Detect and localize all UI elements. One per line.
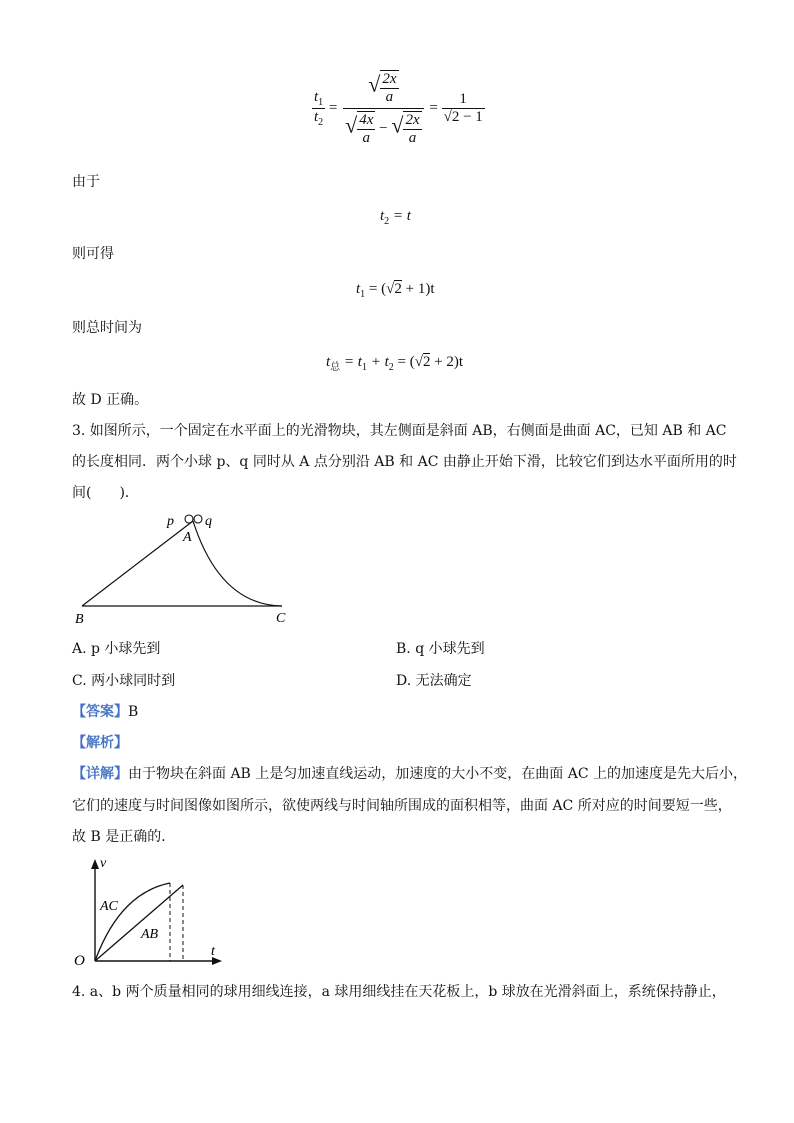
question4-line1: 4. a、b 两个质量相同的球用细线连接，a 球用细线挂在天花板上，b 球放在光滑斜面上，系统保持静止， (72, 984, 726, 1000)
t1-lhs: t (356, 281, 361, 297)
text-zongshijian: 则总时间为 (72, 320, 142, 336)
mid-den-a-den: a (362, 130, 371, 146)
mid-den-b: 2x (405, 112, 420, 128)
answer-value: B (128, 704, 139, 720)
lhs-den: t (314, 109, 319, 125)
ball-q (194, 515, 202, 523)
incline-ab (82, 521, 193, 606)
v-axis-arrow (91, 859, 99, 869)
rhs-den-root: 2 (451, 109, 460, 125)
question3-line3: 间( )． (72, 485, 139, 501)
mid-den-b-den: a (408, 130, 417, 146)
total-lhs: t (326, 354, 331, 370)
answer-line (72, 702, 138, 722)
analysis-label (72, 733, 128, 753)
ball-p (185, 515, 193, 523)
mid-num: 2x (382, 71, 397, 87)
label-c: C (276, 611, 286, 626)
label-p: p (167, 514, 174, 529)
total-sub2: 2 (388, 362, 394, 373)
t1-root: 2 (394, 281, 402, 297)
label-ac: AC (100, 899, 118, 914)
option-c: C. 两小球同时到 (72, 673, 176, 689)
equals-sign-2: = (429, 99, 438, 116)
lhs-den-sub: 2 (318, 117, 324, 128)
answer-label: 【答案】 (72, 704, 128, 720)
total-mid1: = t (340, 354, 362, 370)
lhs-fraction (312, 89, 325, 128)
minus-sign: − (379, 120, 388, 137)
mid-den-a: 4x (359, 112, 374, 128)
rhs-num: 1 (442, 91, 485, 109)
detail-line1-text: 由于物块在斜面 AB 上是匀加速直线运动，加速度的大小不变，在曲面 AC 上的加速度是先大后小， (128, 766, 748, 782)
text-gu-d: 故 D 正确。 (72, 392, 149, 408)
total-root: 2 (422, 354, 431, 370)
t1-sub: 1 (360, 289, 366, 300)
analysis-label-text: 【解析】 (72, 735, 128, 751)
lhs-num-sub: 1 (318, 97, 324, 108)
option-b: B. q 小球先到 (396, 641, 485, 657)
equation-t2 (380, 208, 411, 227)
t1-mid: = ( (365, 281, 387, 297)
label-o: O (74, 953, 85, 969)
text-youyu: 由于 (72, 174, 100, 190)
option-d: D. 无法确定 (396, 673, 472, 689)
detail-label: 【详解】 (72, 766, 128, 782)
label-q: q (205, 514, 212, 529)
rhs-den-tail: − 1 (459, 109, 483, 125)
detail-line2: 它们的速度与时间图像如图所示，欲使两线与时间轴所围成的面积相等，曲面 AC 所对应的时间要短一些， (72, 798, 732, 814)
lhs-num: t (314, 89, 319, 105)
t1-rhs: + 1)t (401, 281, 435, 297)
label-v: v (100, 856, 107, 871)
top-equation (312, 70, 485, 147)
total-sub: 总 (330, 362, 341, 373)
question3-line1: 3. 如图所示，一个固定在水平面上的光滑物块，其左侧面是斜面 AB，右侧面是曲面 AC，已知 AB 和 AC (72, 423, 727, 439)
mid-num-den: a (385, 89, 394, 105)
t2-rhs: = t (389, 208, 411, 224)
total-rhs: + 2)t (430, 354, 464, 370)
equation-t1: $t_1 = (√2 + 1)t$ (356, 281, 435, 300)
question3-line2: 的长度相同．两个小球 p、q 同时从 A 点分别沿 AB 和 AC 由静止开始下滑，比较它们到达水平面所用的时 (72, 454, 737, 470)
equals-sign: = (328, 99, 338, 116)
detail-line1 (72, 764, 747, 784)
text-zekede: 则可得 (72, 246, 114, 262)
label-b: B (75, 612, 84, 627)
rhs-fraction: $\frac{1}{√2 - 1}$ (443, 91, 483, 125)
detail-line3: 故 B 是正确的． (72, 829, 176, 845)
total-mid3: = ( (393, 354, 415, 370)
t2-lhs: t (380, 208, 385, 224)
t2-sub: 2 (384, 216, 390, 227)
label-t: t (211, 944, 215, 959)
vt-graph (70, 853, 230, 970)
curve-ac-line (95, 883, 170, 961)
label-a: A (183, 530, 192, 545)
middle-fraction: √ $\frac{2x}{a}$ √ $\frac{4x}{a}$ − √ $\frac{2x}{a}$ (343, 70, 423, 147)
incline-figure (70, 505, 300, 630)
label-ab: AB (141, 927, 159, 942)
curve-ac (193, 521, 282, 606)
total-sub1: 1 (361, 362, 367, 373)
equation-total: $t_总 = t_1 + t_2 = (√2 + 2)t$ (326, 354, 464, 373)
total-mid2: + t (366, 354, 389, 370)
option-a: A. p 小球先到 (72, 641, 161, 657)
